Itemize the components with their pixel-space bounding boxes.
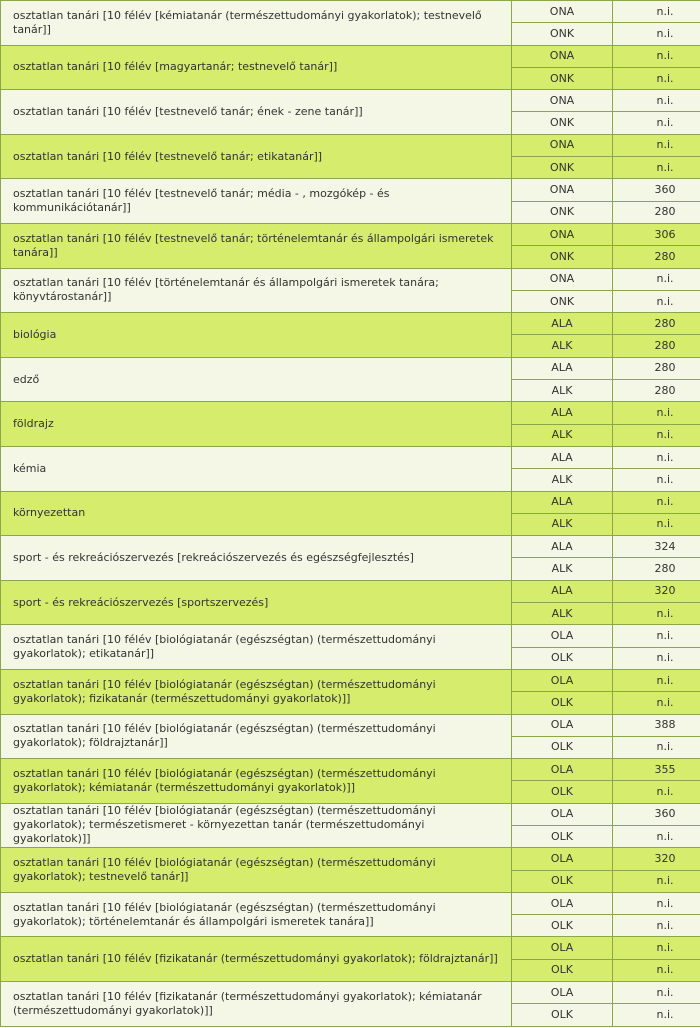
program-name-cell: kémia bbox=[1, 446, 512, 491]
score-cell: n.i. bbox=[613, 1, 700, 23]
program-code-cell: OLA bbox=[512, 892, 613, 914]
score-cell: n.i. bbox=[613, 1004, 700, 1026]
program-code-cell: OLK bbox=[512, 825, 613, 847]
score-cell: n.i. bbox=[613, 67, 700, 89]
score-cell: n.i. bbox=[613, 23, 700, 45]
program-code-cell: ONK bbox=[512, 67, 613, 89]
score-cell: n.i. bbox=[613, 45, 700, 67]
table-row bbox=[1, 179, 700, 201]
program-code-cell: ONK bbox=[512, 246, 613, 268]
table-row bbox=[1, 446, 700, 468]
table-row bbox=[1, 580, 700, 602]
program-name-cell: osztatlan tanári [10 félév [biológiatanár (egészségtan) (természettudományi gyakorlatok); etikatanár]] bbox=[1, 625, 512, 670]
program-name-cell: osztatlan tanári [10 félév [biológiatanár (egészségtan) (természettudományi gyakorlatok); kémiatanár (természettudományi gyakorlatok)]] bbox=[1, 759, 512, 804]
program-code-cell: ALK bbox=[512, 603, 613, 625]
score-cell: n.i. bbox=[613, 446, 700, 468]
score-cell: n.i. bbox=[613, 892, 700, 914]
program-name-cell: osztatlan tanári [10 félév [történelemtanár és állampolgári ismeretek tanára; könyvtárostanár]] bbox=[1, 268, 512, 313]
score-cell: 280 bbox=[613, 313, 700, 335]
score-cell: 280 bbox=[613, 558, 700, 580]
table-row bbox=[1, 714, 700, 736]
program-code-cell: OLK bbox=[512, 870, 613, 892]
program-code-cell: OLK bbox=[512, 692, 613, 714]
score-cell: 355 bbox=[613, 759, 700, 781]
program-code-cell: OLA bbox=[512, 848, 613, 870]
program-name-cell: osztatlan tanári [10 félév [fizikatanár (természettudományi gyakorlatok); kémiatanár (természettudományi gyakorlatok)]] bbox=[1, 982, 512, 1027]
score-cell: n.i. bbox=[613, 959, 700, 981]
program-code-cell: OLK bbox=[512, 647, 613, 669]
score-cell: n.i. bbox=[613, 402, 700, 424]
program-code-cell: ONA bbox=[512, 134, 613, 156]
score-cell: n.i. bbox=[613, 603, 700, 625]
score-cell: n.i. bbox=[613, 157, 700, 179]
program-name-cell: osztatlan tanári [10 félév [biológiatanár (egészségtan) (természettudományi gyakorlatok); történelemtanár és állampolgári ismeretek tanára]] bbox=[1, 892, 512, 937]
table-row bbox=[1, 90, 700, 112]
program-code-cell: OLA bbox=[512, 982, 613, 1004]
score-cell: n.i. bbox=[613, 491, 700, 513]
score-cell: 324 bbox=[613, 536, 700, 558]
score-cell: n.i. bbox=[613, 469, 700, 491]
program-name-cell: osztatlan tanári [10 félév [biológiatanár (egészségtan) (természettudományi gyakorlatok); földrajztanár]] bbox=[1, 714, 512, 759]
program-name-cell: osztatlan tanári [10 félév [testnevelő tanár; ének - zene tanár]] bbox=[1, 90, 512, 135]
score-cell: n.i. bbox=[613, 692, 700, 714]
score-cell: n.i. bbox=[613, 424, 700, 446]
program-code-cell: ONA bbox=[512, 268, 613, 290]
table-row bbox=[1, 892, 700, 914]
score-cell: 360 bbox=[613, 803, 700, 825]
program-name-cell: sport - és rekreációszervezés [sportszervezés] bbox=[1, 580, 512, 625]
score-cell: 306 bbox=[613, 223, 700, 245]
program-name-cell: osztatlan tanári [10 félév [kémiatanár (természettudományi gyakorlatok); testnevelő tanár]] bbox=[1, 1, 512, 46]
program-name-cell: biológia bbox=[1, 313, 512, 358]
score-cell: 280 bbox=[613, 201, 700, 223]
program-code-cell: ALK bbox=[512, 335, 613, 357]
score-cell: n.i. bbox=[613, 937, 700, 959]
table-row bbox=[1, 669, 700, 691]
program-code-cell: ALK bbox=[512, 380, 613, 402]
score-cell: n.i. bbox=[613, 982, 700, 1004]
program-name-cell: osztatlan tanári [10 félév [testnevelő tanár; média - , mozgókép - és kommunikációtanár]] bbox=[1, 179, 512, 224]
table-row bbox=[1, 134, 700, 156]
program-code-cell: OLK bbox=[512, 781, 613, 803]
table-row bbox=[1, 45, 700, 67]
program-code-cell: ALA bbox=[512, 313, 613, 335]
table-row bbox=[1, 402, 700, 424]
score-cell: n.i. bbox=[613, 90, 700, 112]
score-cell: 320 bbox=[613, 848, 700, 870]
score-cell: n.i. bbox=[613, 134, 700, 156]
score-cell: n.i. bbox=[613, 290, 700, 312]
program-code-cell: ALA bbox=[512, 446, 613, 468]
program-name-cell: földrajz bbox=[1, 402, 512, 447]
table-row bbox=[1, 625, 700, 647]
table-row bbox=[1, 803, 700, 825]
score-cell: n.i. bbox=[613, 112, 700, 134]
program-code-cell: ALK bbox=[512, 558, 613, 580]
program-code-cell: ALA bbox=[512, 580, 613, 602]
score-cell: 280 bbox=[613, 357, 700, 379]
program-code-cell: OLA bbox=[512, 937, 613, 959]
table-row bbox=[1, 937, 700, 959]
score-cell: n.i. bbox=[613, 669, 700, 691]
score-cell: n.i. bbox=[613, 647, 700, 669]
program-name-cell: osztatlan tanári [10 félév [fizikatanár (természettudományi gyakorlatok); földrajztanár]] bbox=[1, 937, 512, 982]
score-cell: 280 bbox=[613, 246, 700, 268]
score-cell: 360 bbox=[613, 179, 700, 201]
program-code-cell: OLK bbox=[512, 1004, 613, 1026]
table-row bbox=[1, 313, 700, 335]
table-row bbox=[1, 1, 700, 23]
program-code-cell: ONA bbox=[512, 223, 613, 245]
program-code-cell: OLK bbox=[512, 736, 613, 758]
program-code-cell: OLK bbox=[512, 915, 613, 937]
score-cell: n.i. bbox=[613, 915, 700, 937]
program-code-cell: ONA bbox=[512, 90, 613, 112]
program-code-cell: ONK bbox=[512, 201, 613, 223]
score-cell: n.i. bbox=[613, 825, 700, 847]
score-cell: 320 bbox=[613, 580, 700, 602]
program-code-cell: ALK bbox=[512, 513, 613, 535]
program-code-cell: ALA bbox=[512, 536, 613, 558]
table-row bbox=[1, 223, 700, 245]
score-cell: 280 bbox=[613, 380, 700, 402]
program-name-cell: osztatlan tanári [10 félév [biológiatanár (egészségtan) (természettudományi gyakorlatok); testnevelő tanár]] bbox=[1, 848, 512, 893]
table-row bbox=[1, 268, 700, 290]
program-name-cell: osztatlan tanári [10 félév [magyartanár; testnevelő tanár]] bbox=[1, 45, 512, 90]
program-code-cell: ONA bbox=[512, 1, 613, 23]
program-code-cell: OLK bbox=[512, 959, 613, 981]
program-name-cell: edző bbox=[1, 357, 512, 402]
score-cell: n.i. bbox=[613, 781, 700, 803]
program-code-cell: ALA bbox=[512, 357, 613, 379]
program-name-cell: sport - és rekreációszervezés [rekreációszervezés és egészségfejlesztés] bbox=[1, 536, 512, 581]
program-name-cell: osztatlan tanári [10 félév [testnevelő tanár; történelemtanár és állampolgári ismeretek tanára]] bbox=[1, 223, 512, 268]
score-cell: n.i. bbox=[613, 268, 700, 290]
program-code-cell: ONK bbox=[512, 112, 613, 134]
table-body bbox=[1, 1, 700, 1027]
score-cell: n.i. bbox=[613, 736, 700, 758]
program-code-cell: ALA bbox=[512, 491, 613, 513]
program-code-cell: OLA bbox=[512, 803, 613, 825]
table-row bbox=[1, 759, 700, 781]
program-code-cell: ONK bbox=[512, 157, 613, 179]
program-code-cell: OLA bbox=[512, 625, 613, 647]
program-code-cell: ALA bbox=[512, 402, 613, 424]
table-row bbox=[1, 491, 700, 513]
program-code-cell: ONK bbox=[512, 23, 613, 45]
program-name-cell: környezettan bbox=[1, 491, 512, 536]
score-cell: n.i. bbox=[613, 625, 700, 647]
table-row bbox=[1, 848, 700, 870]
program-code-cell: ONA bbox=[512, 179, 613, 201]
program-code-cell: ALK bbox=[512, 424, 613, 446]
score-cell: 388 bbox=[613, 714, 700, 736]
program-code-cell: ONA bbox=[512, 45, 613, 67]
program-code-cell: ONK bbox=[512, 290, 613, 312]
program-code-cell: ALK bbox=[512, 469, 613, 491]
program-name-cell: osztatlan tanári [10 félév [testnevelő tanár; etikatanár]] bbox=[1, 134, 512, 179]
table-row bbox=[1, 357, 700, 379]
program-name-cell: osztatlan tanári [10 félév [biológiatanár (egészségtan) (természettudományi gyakorlatok); természetismeret - környezettan tanár (természettudományi gyakorlatok)]] bbox=[1, 803, 512, 848]
score-cell: 280 bbox=[613, 335, 700, 357]
score-cell: n.i. bbox=[613, 870, 700, 892]
program-code-cell: OLA bbox=[512, 669, 613, 691]
program-code-cell: OLA bbox=[512, 714, 613, 736]
program-name-cell: osztatlan tanári [10 félév [biológiatanár (egészségtan) (természettudományi gyakorlatok); fizikatanár (természettudományi gyakorlatok)]] bbox=[1, 669, 512, 714]
table-row bbox=[1, 536, 700, 558]
score-cell: n.i. bbox=[613, 513, 700, 535]
program-code-cell: OLA bbox=[512, 759, 613, 781]
table-row bbox=[1, 982, 700, 1004]
